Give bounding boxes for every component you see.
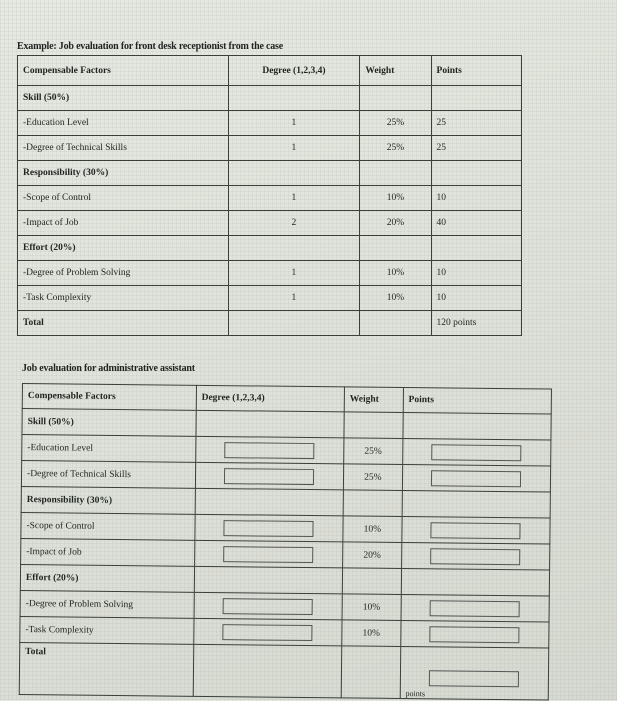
degree-cell	[194, 566, 342, 594]
factor-cell: Responsibility (30%)	[18, 161, 229, 186]
factor-cell: -Scope of Control	[21, 512, 195, 540]
points-cell: 25	[431, 136, 521, 161]
weight-cell: 10%	[360, 261, 431, 286]
weight-cell: 20%	[343, 542, 402, 569]
group-row	[18, 311, 522, 336]
weight-cell: 25%	[360, 111, 431, 136]
points-cell	[403, 412, 552, 440]
header-factor: Compensable Factors	[18, 56, 229, 86]
admin-title: Job evaluation for administrative assistant	[22, 363, 195, 374]
degree-input[interactable]	[224, 520, 314, 537]
factor-cell: -Scope of Control	[18, 186, 229, 211]
degree-cell	[195, 436, 343, 464]
degree-cell	[196, 410, 344, 438]
points-cell: 10	[431, 261, 521, 286]
points-cell	[401, 568, 550, 596]
factor-cell: -Degree of Problem Solving	[18, 261, 229, 286]
points-input[interactable]	[430, 626, 520, 643]
factor-cell: -Task Complexity	[18, 286, 229, 311]
table-row	[18, 186, 522, 211]
points-cell: 40	[431, 211, 521, 236]
table-row	[18, 111, 522, 136]
points-cell	[402, 516, 551, 544]
degree-cell: 1	[228, 186, 360, 211]
header-factor: Compensable Factors	[22, 384, 196, 411]
header-weight: Weight	[344, 387, 403, 413]
group-row	[18, 161, 522, 186]
weight-cell	[360, 161, 431, 186]
degree-cell	[193, 644, 342, 698]
total-row	[19, 642, 549, 700]
group-row	[18, 86, 522, 111]
degree-cell	[228, 311, 360, 336]
total-points-cell	[400, 646, 549, 700]
degree-cell: 1	[228, 136, 360, 161]
degree-cell	[194, 592, 342, 620]
header-row	[18, 56, 522, 86]
example-evaluation-table	[17, 55, 522, 336]
degree-input[interactable]	[223, 624, 313, 641]
weight-cell: 10%	[342, 594, 401, 621]
points-cell	[401, 542, 550, 570]
total-label: Total	[19, 642, 193, 696]
weight-cell	[342, 568, 401, 595]
points-input[interactable]	[432, 444, 522, 461]
table-row	[18, 211, 522, 236]
points-cell	[402, 438, 551, 466]
table-row	[18, 136, 522, 161]
admin-evaluation-table	[19, 383, 552, 701]
factor-cell: -Impact of Job	[18, 211, 229, 236]
points-cell	[431, 86, 521, 111]
factor-cell: Effort (20%)	[20, 564, 194, 592]
degree-cell	[228, 161, 360, 186]
weight-cell: 25%	[360, 136, 431, 161]
factor-cell: Responsibility (30%)	[21, 486, 195, 514]
points-cell	[401, 594, 550, 622]
points-cell	[402, 464, 551, 492]
header-points: Points	[431, 56, 521, 86]
weight-cell	[344, 412, 403, 439]
factor-cell: -Degree of Problem Solving	[20, 590, 194, 618]
degree-cell	[195, 488, 343, 516]
weight-cell: 10%	[342, 620, 401, 647]
factor-cell: -Impact of Job	[21, 538, 195, 566]
degree-cell: 1	[228, 286, 360, 311]
weight-cell: 10%	[343, 516, 402, 543]
weight-cell	[360, 236, 431, 261]
degree-input[interactable]	[224, 468, 314, 485]
points-cell	[400, 620, 549, 648]
points-cell	[431, 161, 521, 186]
example-title: Example: Job evaluation for front desk receptionist from the case	[17, 41, 283, 52]
points-unit-label: points	[405, 689, 426, 699]
table-row	[18, 261, 522, 286]
weight-cell: 10%	[360, 186, 431, 211]
weight-cell: 25%	[343, 464, 402, 491]
degree-cell	[195, 514, 343, 542]
degree-cell: 1	[228, 111, 360, 136]
points-cell	[431, 236, 521, 261]
degree-cell: 2	[228, 211, 360, 236]
points-cell: 25	[431, 111, 521, 136]
degree-cell	[195, 462, 343, 490]
degree-cell	[228, 236, 360, 261]
factor-cell: -Degree of Technical Skills	[18, 136, 229, 161]
factor-cell: Effort (20%)	[18, 236, 229, 261]
degree-cell	[194, 540, 342, 568]
degree-cell	[228, 86, 360, 111]
header-weight: Weight	[360, 56, 431, 86]
table-row	[18, 286, 522, 311]
factor-cell: Total	[18, 311, 229, 336]
group-row	[18, 236, 522, 261]
points-input[interactable]	[430, 548, 520, 565]
degree-cell	[194, 618, 342, 646]
degree-input[interactable]	[225, 442, 315, 459]
factor-cell: Skill (50%)	[22, 409, 196, 437]
factor-cell: Skill (50%)	[18, 86, 229, 111]
degree-input[interactable]	[223, 598, 313, 615]
header-degree: Degree (1,2,3,4)	[228, 56, 360, 86]
weight-cell: 25%	[344, 438, 403, 465]
factor-cell: -Education Level	[18, 111, 229, 136]
factor-cell: -Education Level	[22, 435, 196, 463]
weight-cell: 20%	[360, 211, 431, 236]
points-cell: 10	[431, 286, 521, 311]
total-points-input[interactable]	[429, 670, 519, 687]
degree-cell: 1	[228, 261, 360, 286]
points-cell	[402, 490, 551, 518]
header-points: Points	[403, 387, 552, 414]
weight-cell	[341, 646, 400, 699]
weight-cell	[360, 311, 431, 336]
header-degree: Degree (1,2,3,4)	[196, 385, 344, 412]
weight-cell	[343, 490, 402, 517]
degree-input[interactable]	[223, 546, 313, 563]
weight-cell	[360, 86, 431, 111]
points-input[interactable]	[431, 522, 521, 539]
points-cell: 10	[431, 186, 521, 211]
weight-cell: 10%	[360, 286, 431, 311]
factor-cell: -Task Complexity	[20, 616, 194, 644]
points-input[interactable]	[430, 600, 520, 617]
points-cell: 120 points	[431, 311, 521, 336]
points-input[interactable]	[431, 470, 521, 487]
factor-cell: -Degree of Technical Skills	[21, 461, 195, 489]
